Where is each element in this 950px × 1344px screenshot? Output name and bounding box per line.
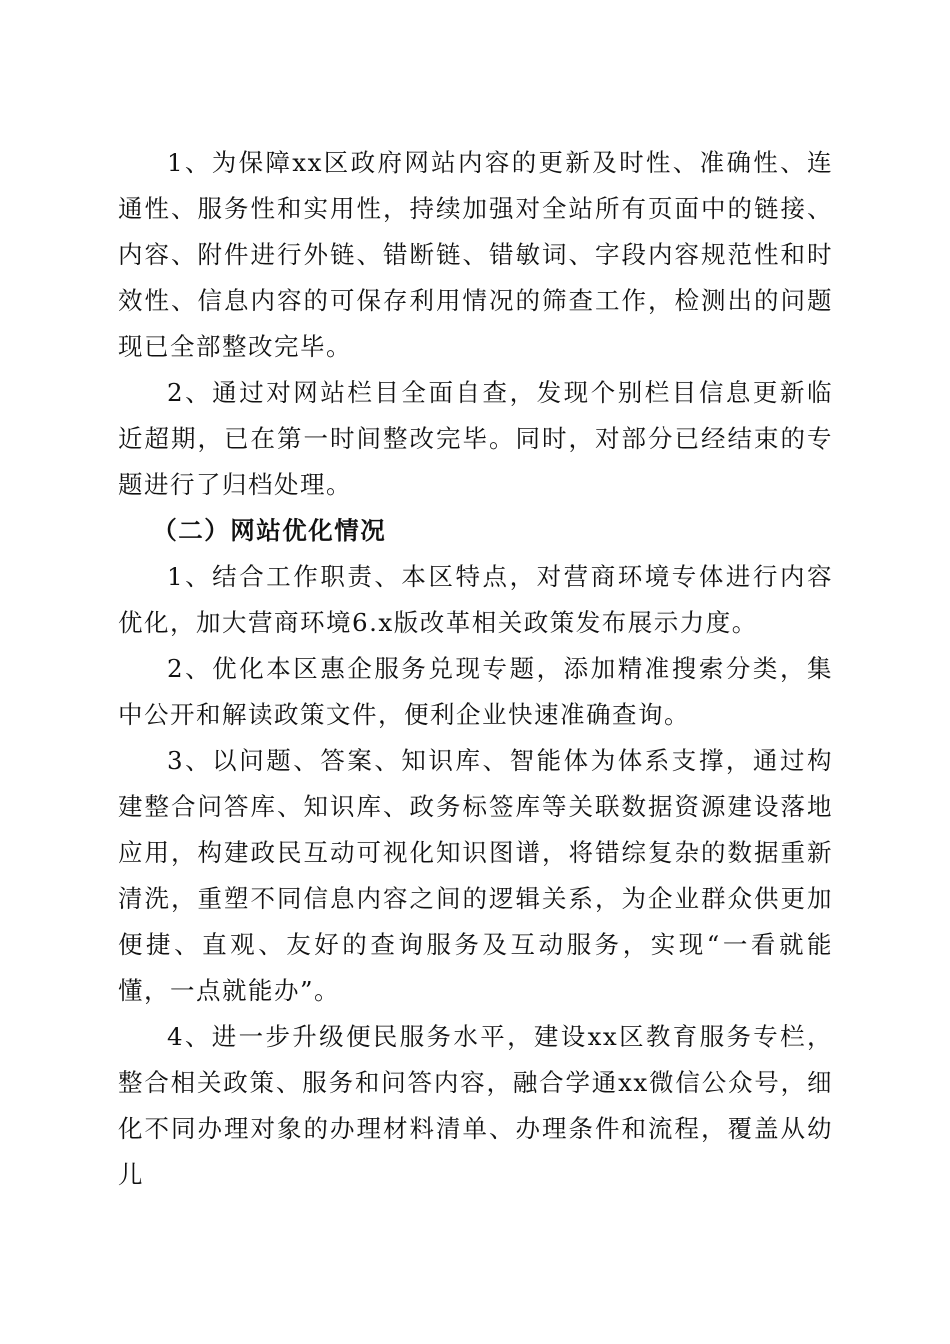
document-body <box>118 140 833 1198</box>
paragraph-2-2: 2、优化本区惠企服务兑现专题，添加精准搜索分类，集中公开和解读政策文件，便利企业快速准确查询。 <box>118 654 833 729</box>
paragraph-1-1: 1、为保障xx区政府网站内容的更新及时性、准确性、连通性、服务性和实用性，持续加强对全站所有页面中的链接、内容、附件进行外链、错断链、错敏词、字段内容规范性和时效性、信息内容的可保存利用情况的筛查工作，检测出的问题现已全部整改完毕。 <box>118 148 833 361</box>
section-heading-website-optimization: （二）网站优化情况 <box>152 516 387 545</box>
paragraph-2-3: 3、以问题、答案、知识库、智能体为体系支撑，通过构建整合问答库、知识库、政务标签库等关联数据资源建设落地应用，构建政民互动可视化知识图谱，将错综复杂的数据重新清洗，重塑不同信息内容之间的逻辑关系，为企业群众供更加便捷、直观、友好的查询服务及互动服务，实现“一看就能懂，一点就能办”。 <box>118 746 833 1005</box>
paragraph-1-2: 2、通过对网站栏目全面自查，发现个别栏目信息更新临近超期，已在第一时间整改完毕。同时，对部分已经结束的专题进行了归档处理。 <box>118 378 833 499</box>
paragraph-2-4: 4、进一步升级便民服务水平，建设xx区教育服务专栏，整合相关政策、服务和问答内容，融合学通xx微信公众号，细化不同办理对象的办理材料清单、办理条件和流程，覆盖从幼儿 <box>118 1022 833 1189</box>
paragraph-2-1: 1、结合工作职责、本区特点，对营商环境专体进行内容优化，加大营商环境6.x版改革相关政策发布展示力度。 <box>118 562 833 637</box>
